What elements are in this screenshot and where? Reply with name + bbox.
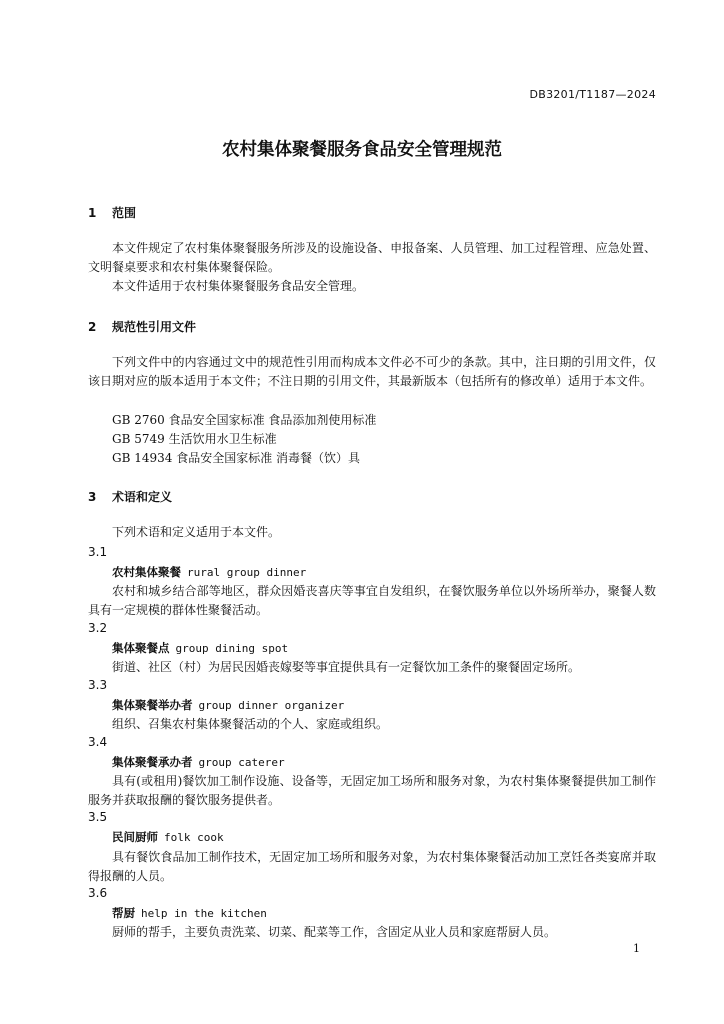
term-name (112, 905, 267, 921)
section-number: 2 (88, 320, 97, 334)
term-name (112, 754, 285, 770)
term-name-cn: 集体聚餐举办者 (112, 698, 193, 712)
section-number: 1 (88, 206, 97, 220)
term-number: 3.1 (88, 545, 108, 559)
term-name-en: group dinner organizer (198, 699, 345, 712)
term-name-cn: 集体聚餐点 (112, 641, 170, 655)
term-name-cn: 农村集体聚餐 (112, 565, 181, 579)
term-name-en: rural group dinner (187, 566, 307, 579)
term-name-cn: 集体聚餐承办者 (112, 755, 193, 769)
term-number: 3.4 (88, 735, 108, 749)
term-name-en: help in the kitchen (141, 907, 267, 920)
reference-item: GB 5749 生活饮用水卫生标准 (112, 432, 277, 446)
section-title: 规范性引用文件 (112, 320, 197, 334)
paragraph: 下列术语和定义适用于本文件。 (112, 525, 281, 539)
term-name-cn: 帮厨 (112, 906, 135, 920)
term-name (112, 640, 288, 656)
term-definition: 具有(或租用)餐饮加工制作设施、设备等，无固定加工场所和服务对象，为农村集体聚餐提供加工制作服务并获取报酬的餐饮服务提供者。 (88, 774, 656, 807)
reference-item: GB 2760 食品安全国家标准 食品添加剂使用标准 (112, 413, 377, 427)
paragraph: 本文件规定了农村集体聚餐服务所涉及的设施设备、申报备案、人员管理、加工过程管理、应急处置、文明餐桌要求和农村集体聚餐保险。 (88, 241, 656, 274)
section-heading (88, 204, 136, 221)
term-definition: 农村和城乡结合部等地区，群众因婚丧喜庆等事宜自发组织，在餐饮服务单位以外场所举办，聚餐人数具有一定规模的群体性聚餐活动。 (88, 584, 656, 617)
term-definition: 具有餐饮食品加工制作技术，无固定加工场所和服务对象，为农村集体聚餐活动加工烹饪各类宴席并取得报酬的人员。 (88, 850, 656, 883)
term-name-en: group dining spot (175, 642, 289, 655)
term-definition: 厨师的帮手，主要负责洗菜、切菜、配菜等工作，含固定从业人员和家庭帮厨人员。 (112, 925, 557, 939)
term-name-en: folk cook (164, 831, 224, 844)
term-number: 3.6 (88, 886, 108, 900)
page-number: 1 (633, 942, 640, 955)
term-name (112, 564, 306, 580)
term-number: 3.3 (88, 678, 108, 692)
document-code: DB3201/T1187—2024 (529, 88, 656, 101)
term-name-cn: 民间厨师 (112, 830, 158, 844)
term-name (112, 697, 344, 713)
reference-item: GB 14934 食品安全国家标准 消毒餐（饮）具 (112, 451, 361, 465)
document-title: 农村集体聚餐服务食品安全管理规范 (222, 140, 502, 160)
section-title: 范围 (112, 206, 137, 220)
term-number: 3.5 (88, 810, 108, 824)
section-number: 3 (88, 490, 97, 504)
term-name (112, 829, 224, 845)
term-definition: 街道、社区（村）为居民因婚丧嫁娶等事宜提供具有一定餐饮加工条件的聚餐固定场所。 (112, 660, 581, 674)
section-title: 术语和定义 (112, 490, 173, 504)
term-definition: 组织、召集农村集体聚餐活动的个人、家庭或组织。 (112, 717, 389, 731)
term-number: 3.2 (88, 621, 108, 635)
section-heading (88, 318, 196, 335)
term-name-en: group caterer (198, 756, 285, 769)
paragraph: 下列文件中的内容通过文中的规范性引用而构成本文件必不可少的条款。其中，注日期的引用文件，仅该日期对应的版本适用于本文件；不注日期的引用文件，其最新版本（包括所有的修改单）适用于本文件。 (88, 355, 656, 388)
section-heading (88, 488, 172, 505)
paragraph: 本文件适用于农村集体聚餐服务食品安全管理。 (112, 279, 365, 293)
